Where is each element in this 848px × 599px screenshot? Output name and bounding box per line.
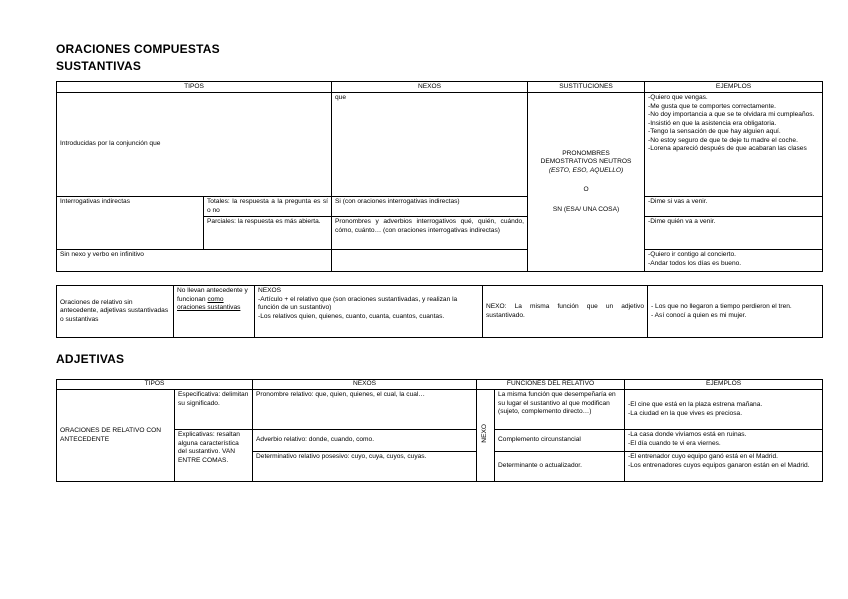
sustitucion-line: DEMOSTRATIVOS NEUTROS: [540, 158, 632, 166]
header-ejemplos: EJEMPLOS: [625, 380, 823, 390]
relativo-tipo: Oraciones de relativo sin antecedente, adjetivas sustantivadas o sustantivas: [57, 286, 174, 338]
relativo-desc-text: No llevan antecedente y funcionan: [177, 287, 248, 303]
ejemplo: -Quiero ir contigo al concierto.: [648, 251, 736, 259]
adj-nexo-determinativo: Determinativo relativo posesivo: cuyo, cuya, cuyos, cuyas.: [253, 452, 477, 482]
ejemplo: -Lorena apareció después de que acabaran las clases: [648, 145, 807, 153]
ejemplo: -Quiero que vengas.: [648, 94, 708, 101]
nexo-que: que: [332, 93, 528, 197]
adj-ejemplos-3: [625, 452, 823, 482]
adj-explicativa: Explicativas: resaltan alguna característica del sustantivo. VAN ENTRE COMAS.: [175, 430, 253, 482]
header-tipos: TIPOS: [57, 380, 253, 390]
nexo-vertical-label: NEXO: [481, 424, 489, 444]
sustituciones-cell: [528, 93, 645, 272]
adj-funcion-2: Complemento circunstancial: [495, 430, 625, 452]
ejemplo: -El día cuando te vi era viernes.: [628, 439, 721, 447]
header-nexos: NEXOS: [332, 82, 528, 93]
section-title-adjetivas: ADJETIVAS: [56, 352, 125, 366]
subtipo-parciales: Parciales: la respuesta es más abierta.: [204, 217, 332, 250]
ejemplos-cell: [645, 250, 823, 272]
relativo-nexos-title: NEXOS: [258, 287, 282, 294]
adjetivas-table: [56, 379, 823, 482]
ejemplo: -No estoy seguro de que te deje tu madre el coche.: [648, 136, 798, 144]
relativo-descripcion: [174, 286, 255, 338]
page-title: ORACIONES COMPUESTAS: [56, 42, 220, 56]
ejemplo: - Los que no llegaron a tiempo perdieron el tren.: [651, 302, 792, 310]
adj-nexo-adverbio: Adverbio relativo: donde, cuando, como.: [253, 430, 477, 452]
tipo-interrogativas: Interrogativas indirectas: [57, 197, 204, 250]
ejemplo: -Andar todos los días es bueno.: [648, 259, 742, 267]
ejemplo: -Dime quién va a venir.: [645, 217, 823, 250]
header-tipos: TIPOS: [57, 82, 332, 93]
adj-tipo: ORACIONES DE RELATIVO CON ANTECEDENTE: [57, 390, 175, 482]
ejemplo: -La ciudad en la que vives es preciosa.: [628, 409, 743, 417]
subtipo-totales: Totales: la respuesta a la pregunta es sí o no: [204, 197, 332, 217]
nexo-interrogativos: Pronombres y adverbios interrogativos qué, quién, cuándo, cómo, cuánto… (con oraciones interrogativas indirectas): [332, 217, 528, 250]
ejemplo: -Los entrenadores cuyos equipos ganaron están en el Madrid.: [628, 461, 810, 469]
relativo-ejemplos: [648, 286, 823, 338]
ejemplo: -Dime si vas a venir.: [645, 197, 823, 217]
tipo-sin-nexo: Sin nexo y verbo en infinitivo: [57, 250, 332, 272]
adj-ejemplos-2: [625, 430, 823, 452]
adj-ejemplos-1: [625, 390, 823, 430]
ejemplo: -El cine que está en la plaza estrena mañana.: [628, 400, 763, 408]
ejemplo: -Me gusta que te comportes correctamente.: [648, 102, 776, 110]
relativo-nexo-item: -Artículo + el relativo que (son oraciones sustantivadas, y realizan la función de un sustantivo): [258, 295, 458, 312]
header-nexos: NEXOS: [253, 380, 477, 390]
relativo-desc-underlined: como oraciones sustantivas: [177, 295, 241, 312]
adj-nexo-pronombre: Pronombre relativo: que, quien, quienes, el cual, la cual…: [253, 390, 477, 430]
nexo-vertical-cell: [477, 390, 495, 482]
sustitucion-line: SN (ESA/ UNA COSA): [552, 205, 620, 213]
ejemplo: - Así conocí a quien es mi mujer.: [651, 311, 747, 319]
adj-funcion-1: La misma función que desempeñaría en su lugar el sustantivo al que modifican (sujeto, complemento directo…): [495, 390, 625, 430]
adj-especificativa: Especificativa: delimitan su significado.: [175, 390, 253, 430]
ejemplo: -El entrenador cuyo equipo ganó está en el Madrid.: [628, 453, 778, 460]
header-sustituciones: SUSTITUCIONES: [528, 82, 645, 93]
relativo-nexo-item: -Los relativos quien, quienes, cuanto, cuanta, cuantos, cuantas.: [258, 312, 445, 320]
ejemplos-cell: [645, 93, 823, 197]
sustitucion-line: O: [583, 186, 589, 194]
header-funciones: FUNCIONES DEL RELATIVO: [477, 380, 625, 390]
header-ejemplos: EJEMPLOS: [645, 82, 823, 93]
section-title-sustantivas: SUSTANTIVAS: [56, 59, 142, 73]
tipo-conjuncion-que: Introducidas por la conjunción que: [57, 93, 332, 197]
ejemplo: -No doy importancia a que se te olvidara mi cumpleaños.: [648, 111, 815, 119]
empty-cell: [332, 250, 528, 272]
ejemplo: -La casa donde vivíamos está en ruinas.: [628, 431, 747, 438]
ejemplo: -Tengo la sensación de que hay alguien aquí.: [648, 128, 781, 136]
ejemplo: -Insistió en que la asistencia era obligatoria.: [648, 119, 777, 127]
sustantivas-table: [56, 81, 823, 272]
relativo-sin-antecedente-table: [56, 285, 823, 338]
sustitucion-line: (ESTO, ESO, AQUELLO): [548, 166, 624, 174]
relativo-funcion: NEXO: La misma función que un adjetivo sustantivado.: [483, 286, 648, 338]
adj-funcion-3: Determinante o actualizador.: [495, 452, 625, 482]
relativo-nexos: [255, 286, 483, 338]
sustitucion-line: PRONOMBRES: [562, 149, 610, 157]
nexo-si: Si (con oraciones interrogativas indirectas): [332, 197, 528, 217]
